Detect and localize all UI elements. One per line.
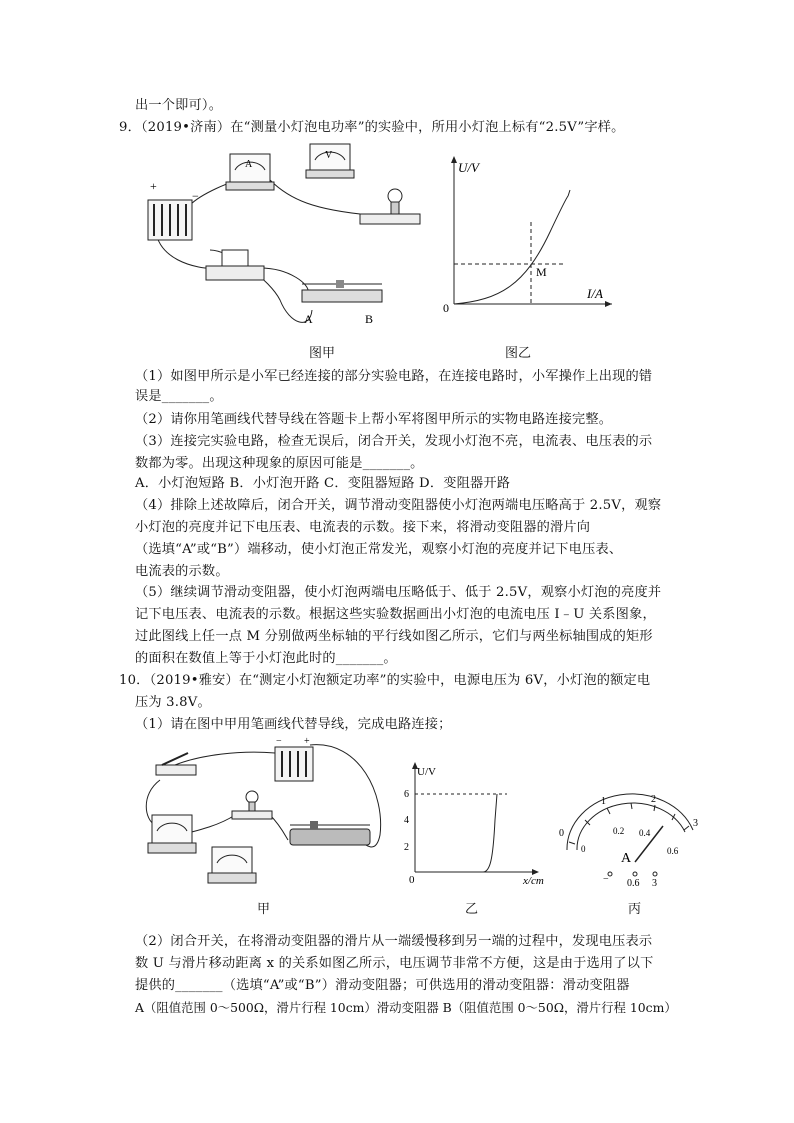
q9-p5-line1: （5）继续调节滑动变阻器，使小灯泡两端电压略低于、低于 2.5V，观察小灯泡的亮度并 xyxy=(135,585,662,600)
x-axis-label: I/A xyxy=(587,286,603,301)
inner-tick-0: 0 xyxy=(581,844,586,854)
q9-stem: 9．（2019•济南）在“测量小灯泡电功率”的实验中，所用小灯泡上标有“2.5V”字样。 xyxy=(119,120,625,135)
rheostat-b-label: B xyxy=(365,312,374,326)
q9-p5-line3: 过此图线上任一点 M 分别做两坐标轴的平行线如图乙所示，它们与两坐标轴围成的矩形 xyxy=(135,629,653,644)
origin-label: 0 xyxy=(443,301,449,315)
ammeter xyxy=(226,154,274,190)
y-tick-4: 4 xyxy=(404,815,409,826)
battery-plus-label: + xyxy=(304,736,310,747)
q10-p2-line1: （2）闭合开关，在将滑动变阻器的滑片从一端缓慢移到另一端的过程中，发现电压表示 xyxy=(135,934,653,949)
q10-p1: （1）请在图中甲用笔画线代替导线，完成电路连接； xyxy=(135,717,452,732)
ammeter xyxy=(148,815,196,853)
voltmeter-label: V xyxy=(325,150,333,161)
y-tick-2: 2 xyxy=(404,842,409,853)
battery-plus-label: + xyxy=(150,179,157,193)
voltmeter xyxy=(208,847,256,883)
switch xyxy=(156,753,196,775)
battery-minus-label: − xyxy=(276,736,282,747)
rheostat xyxy=(290,821,370,845)
q9-p3-line1: （3）连接完实验电路，检查无误后，闭合开关，发现小灯泡不亮，电流表、电压表的示 xyxy=(135,434,653,449)
q9-p1-line2: 误是_______。 xyxy=(135,389,223,404)
battery-minus-label: − xyxy=(192,189,199,203)
rheostat-a-label: A xyxy=(304,312,313,326)
q10-ux-graph xyxy=(395,760,555,890)
y-tick-6: 6 xyxy=(404,789,409,800)
outer-tick-3: 3 xyxy=(693,818,698,829)
q9-p3-line2: 数都为零。出现这种现象的原因可能是_______。 xyxy=(135,456,424,471)
q9-p2: （2）请你用笔画线代替导线在答题卡上帮小军将图甲所示的实物电路连接完整。 xyxy=(135,412,613,427)
inner-tick-06: 0.6 xyxy=(667,846,679,856)
rheostat xyxy=(302,280,382,326)
terminal-3: 3 xyxy=(652,878,657,889)
q9-p4-line1: （4）排除上述故障后，闭合开关，调节滑动变阻器使小灯泡两端电压略高于 2.5V，观察 xyxy=(135,498,662,513)
q9-fig-jia-caption: 图甲 xyxy=(309,346,336,361)
q10-stem-line2: 压为 3.8V。 xyxy=(135,695,211,710)
q9-p4-line3: （选填“A”或“B”）端移动，使小灯泡正常发光，观察小灯泡的亮度并记下电压表、 xyxy=(135,542,623,557)
q9-fig-yi-caption: 图乙 xyxy=(505,346,532,361)
q9-p4-line2: 小灯泡的亮度并记下电压表、电流表的示数。接下来，将滑动变阻器的滑片向 xyxy=(135,520,591,535)
q9-p5-line2: 记下电压表、电流表的示数。根据这些实验数据画出小灯泡的电流电压 I﹣U 关系图象， xyxy=(135,607,656,622)
inner-tick-04: 0.4 xyxy=(639,828,651,838)
bulb xyxy=(360,189,420,224)
origin-label: 0 xyxy=(409,874,415,886)
battery xyxy=(275,736,313,781)
ux-curve xyxy=(415,794,497,872)
ui-curve xyxy=(454,190,570,304)
q10-stem-line1: 10．（2019•雅安）在“测定小灯泡额定功率”的实验中，电源电压为 6V，小灯泡的额定电 xyxy=(119,673,651,688)
ammeter-label: A xyxy=(245,159,253,170)
y-axis-label: U/V xyxy=(458,160,479,175)
wire-bulb-rheostat xyxy=(270,815,288,840)
q10-p2-line2: 数 U 与滑片移动距离 x 的关系如图乙所示，电压调节非常不方便，这是由于选用了以下 xyxy=(135,956,654,971)
q10-p2-line3: 提供的_______（选填“A”或“B”）滑动变阻器；可供选用的滑动变阻器：滑动变阻器 xyxy=(135,978,630,993)
q9-ui-graph xyxy=(440,150,620,320)
q8-tail-text: 出一个即可）。 xyxy=(135,98,223,113)
q10-p2-line4: A（阻值范围 0～500Ω，滑片行程 10cm）滑动变阻器 B（阻值范围 0～50Ω，滑片行程 10cm） xyxy=(135,1000,677,1015)
bulb xyxy=(232,791,272,819)
wire-ammeter-bulb xyxy=(270,180,370,215)
q10-fig-yi-caption: 乙 xyxy=(465,902,479,917)
q9-p4-line4: 电流表的示数。 xyxy=(135,564,229,579)
q10-fig-bing-caption: 丙 xyxy=(628,902,642,917)
outer-tick-1: 1 xyxy=(601,796,606,807)
wire-switch-rheostat xyxy=(260,268,308,292)
outer-tick-0: 0 xyxy=(559,828,564,839)
q9-p1-line1: （1）如图甲所示是小军已经连接的部分实验电路，在连接电路时，小军操作上出现的错 xyxy=(135,369,653,384)
wire-switch-battery xyxy=(175,752,275,765)
outer-tick-2: 2 xyxy=(651,794,656,805)
x-axis-label: x/cm xyxy=(523,875,544,887)
q9-p5-line4: 的面积在数值上等于小灯泡此时的_______。 xyxy=(135,651,397,666)
q10-fig-jia-caption: 甲 xyxy=(257,902,271,917)
q9-circuit-figure xyxy=(140,140,440,330)
point-m-label: M xyxy=(536,265,547,279)
terminal-minus: − xyxy=(603,874,609,885)
y-axis-label: U/V xyxy=(417,766,436,778)
meter-unit-label: A xyxy=(621,851,632,866)
q10-ammeter-dial xyxy=(555,790,705,895)
inner-tick-02: 0.2 xyxy=(613,826,625,836)
voltmeter xyxy=(306,144,354,178)
battery xyxy=(148,179,199,240)
terminal-06: 0.6 xyxy=(627,878,640,889)
switch xyxy=(206,250,264,280)
q9-options: A．小灯泡短路 B．小灯泡开路 C．变阻器短路 D．变阻器开路 xyxy=(135,476,511,491)
q10-circuit-figure xyxy=(140,735,390,895)
